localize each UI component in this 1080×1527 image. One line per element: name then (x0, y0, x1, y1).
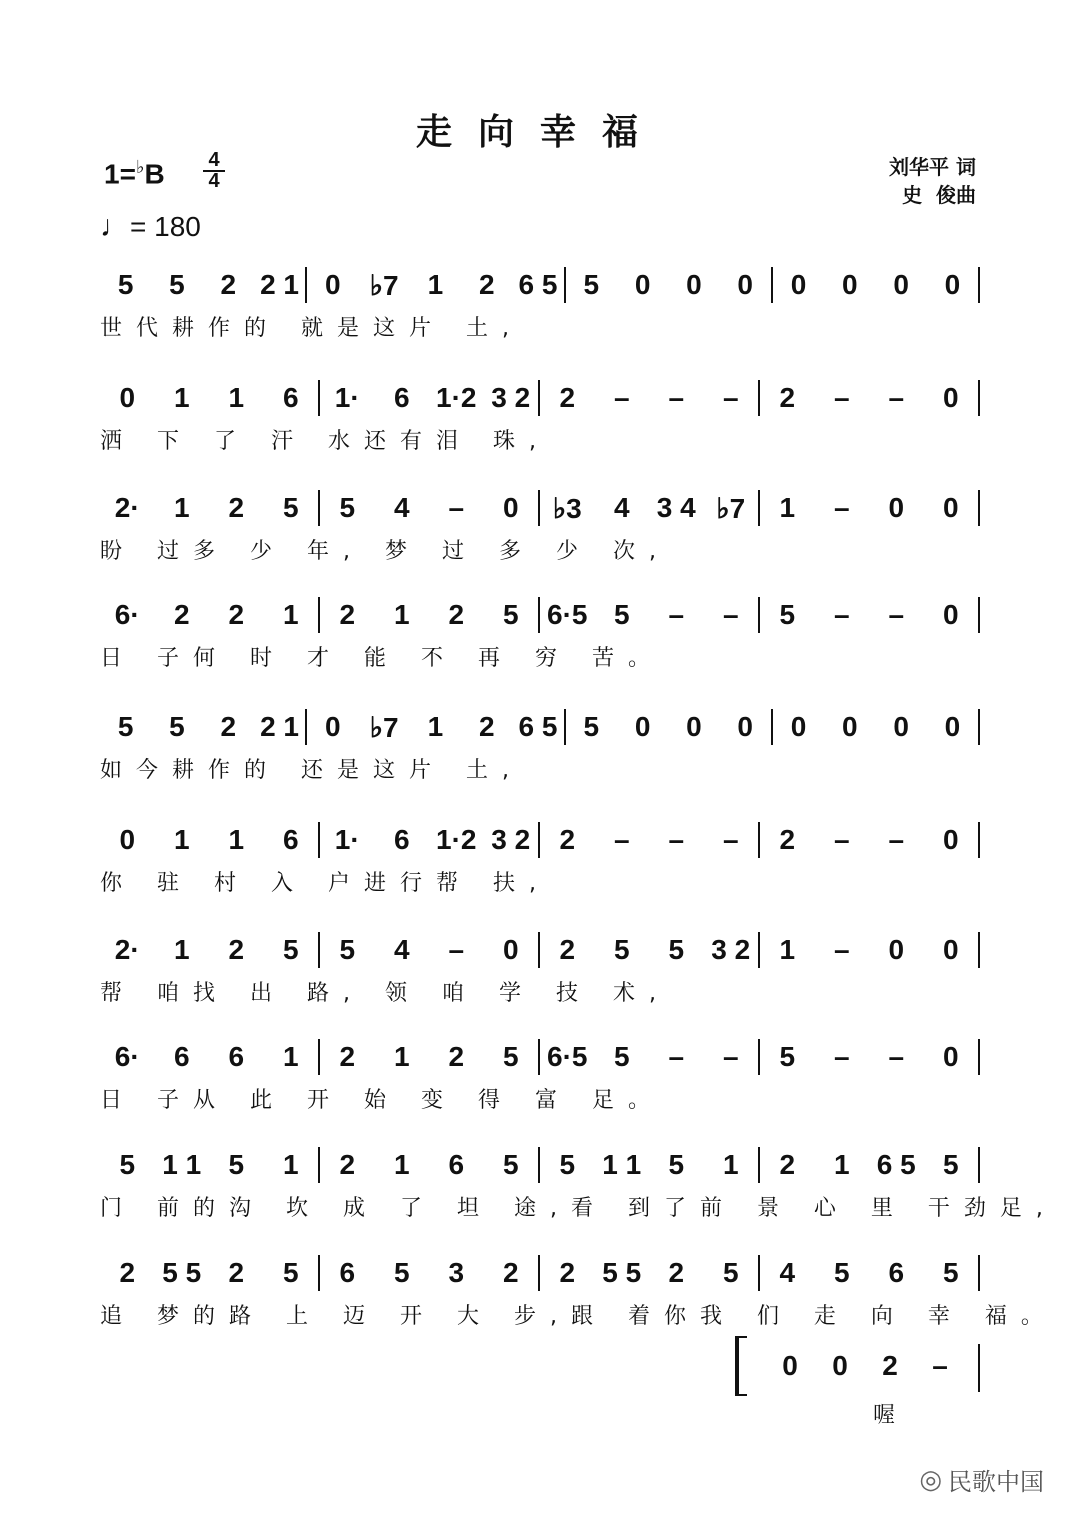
note: 2 (228, 492, 245, 523)
notes-row (100, 930, 980, 970)
note: – (833, 382, 850, 413)
note: 0 (942, 382, 959, 413)
note: 5 (613, 934, 630, 965)
note: 6·5 (547, 599, 588, 630)
ending-note: 0 (782, 1350, 798, 1381)
note: 2 (478, 711, 495, 742)
note: 5 (583, 269, 600, 300)
note: 2· (114, 934, 140, 965)
note: 4 (779, 1257, 796, 1288)
note: 0 (119, 824, 136, 855)
note: 5 (502, 599, 519, 630)
note: 0 (502, 934, 519, 965)
note: 5 (282, 934, 299, 965)
note: 2 (339, 1041, 356, 1072)
note: 2 (220, 269, 237, 300)
wechat-icon: ◎ (919, 1464, 942, 1495)
notes-row (100, 820, 980, 860)
note: – (722, 599, 739, 630)
note: 0 (888, 934, 905, 965)
note: 5 (613, 1041, 630, 1072)
note: 2 (339, 599, 356, 630)
note: 1· (334, 382, 360, 413)
note: 1·2 (436, 382, 477, 413)
note: 2 (559, 1257, 576, 1288)
note: 6 (282, 382, 299, 413)
notes-row (100, 378, 980, 418)
note: 0 (888, 492, 905, 523)
note: 5 (613, 599, 630, 630)
note: 1· (334, 824, 360, 855)
note: 6 (448, 1149, 465, 1180)
note: 6 5 (518, 269, 558, 300)
note: 0 (737, 711, 753, 742)
note: 0 (842, 711, 858, 742)
note: 5 (942, 1149, 959, 1180)
note: 5 (942, 1257, 959, 1288)
ending-note: 0 (832, 1350, 848, 1381)
credits (889, 153, 976, 209)
note: 1 (282, 1149, 299, 1180)
note: 3 2 (491, 824, 531, 855)
note: 5 (668, 1149, 685, 1180)
note: 6 (393, 382, 410, 413)
note: – (722, 382, 739, 413)
note: 5 (779, 1041, 796, 1072)
note: 0 (790, 269, 807, 300)
note: 2 (173, 599, 190, 630)
staff-line (100, 1037, 980, 1127)
key-note: B (144, 158, 165, 190)
note: – (888, 824, 905, 855)
note: 3 2 (711, 934, 751, 965)
notes-row (100, 595, 980, 635)
note: 2 (228, 934, 245, 965)
note: 6 5 (876, 1149, 916, 1180)
note: 1 1 (162, 1149, 202, 1180)
staff-line (100, 1253, 1057, 1343)
barline (978, 380, 980, 416)
note: – (448, 492, 465, 523)
note: – (448, 934, 465, 965)
note: – (722, 824, 739, 855)
barline (978, 267, 980, 303)
note: 5 (668, 934, 685, 965)
note: 2 (559, 934, 576, 965)
staff-line (100, 265, 980, 355)
note: – (888, 382, 905, 413)
notes-row (100, 1253, 980, 1293)
note: 1 (393, 1041, 410, 1072)
time-signature-bottom: 4 (208, 170, 220, 192)
note: 2 (559, 382, 576, 413)
note: 4 (613, 492, 630, 523)
note: 6 (228, 1041, 245, 1072)
note: 0 (686, 269, 702, 300)
note: 0 (944, 269, 961, 300)
composer-credit: 史 俊曲 (902, 183, 976, 207)
note: 1 (282, 599, 299, 630)
note: 1 (722, 1149, 739, 1180)
lyrics-row: 追 梦的路 上 迈 开 大 步,跟 着你我 们 走 向 幸 福。 (100, 1304, 1057, 1329)
note: 1 (393, 1149, 410, 1180)
lyrics-row: 日 子从 此 开 始 变 得 富 足。 (100, 1088, 664, 1113)
watermark-text: 民歌中国 (948, 1468, 1044, 1496)
note: 2 (220, 711, 237, 742)
note: – (722, 1041, 739, 1072)
note: 6 (282, 824, 299, 855)
note: 1 (779, 492, 796, 523)
note: 0 (942, 934, 959, 965)
note: – (668, 382, 685, 413)
note: 6 (339, 1257, 356, 1288)
note: 1 (427, 269, 444, 300)
note: 0 (842, 269, 858, 300)
barline (978, 490, 980, 526)
notes-row (100, 707, 980, 747)
ending-bracket-section (735, 1336, 980, 1396)
note: 3 (448, 1257, 465, 1288)
note: 5 (117, 711, 134, 742)
barline (978, 1255, 980, 1291)
note: 2 (228, 1257, 245, 1288)
note: – (613, 824, 630, 855)
note: 2 1 (260, 711, 299, 742)
lyrics-row: 盼 过多 少 年, 梦 过 多 少 次, (100, 539, 670, 564)
note: 0 (119, 382, 136, 413)
time-signature (203, 151, 225, 191)
notes-row (100, 265, 980, 305)
key-signature (104, 157, 165, 190)
note: 0 (942, 1041, 959, 1072)
note: 5 (169, 269, 185, 300)
note: – (888, 599, 905, 630)
note: 6 5 (518, 711, 558, 742)
note: 0 (942, 824, 959, 855)
note: 2 1 (260, 269, 299, 300)
note: 5 (339, 492, 356, 523)
watermark (919, 1462, 1044, 1497)
ending-notes (765, 1350, 965, 1382)
barline (978, 597, 980, 633)
lyrics-row: 门 前的沟 坎 成 了 坦 途,看 到了前 景 心 里 干劲足, (100, 1196, 1057, 1221)
note: 1 (228, 382, 245, 413)
note: 5 (502, 1041, 519, 1072)
note: – (833, 599, 850, 630)
staff-line (100, 707, 980, 797)
note: 2 (668, 1257, 685, 1288)
note: 1 (427, 711, 444, 742)
note: 5 5 (602, 1257, 642, 1288)
note: 5 (282, 492, 299, 523)
note: 5 (502, 1149, 519, 1180)
note: 1 (173, 824, 190, 855)
note: 4 (393, 492, 410, 523)
note: 0 (686, 711, 702, 742)
note: 6 (888, 1257, 905, 1288)
note: 6· (114, 599, 140, 630)
staff-line (100, 595, 980, 685)
note: – (668, 1041, 685, 1072)
note: ♭7 (369, 269, 399, 301)
barline (978, 1147, 980, 1183)
lyrics-row: 洒 下 了 汗 水还有泪 珠, (100, 429, 550, 454)
notes-row (100, 1037, 980, 1077)
note: 1 (282, 1041, 299, 1072)
note: 6· (114, 1041, 140, 1072)
note: 5 (282, 1257, 299, 1288)
note: 0 (893, 269, 909, 300)
note: 0 (942, 599, 959, 630)
barline (978, 709, 980, 745)
flat-sign: ♭ (135, 157, 145, 177)
note: 1 (173, 934, 190, 965)
note: 5 (169, 711, 185, 742)
note: 2 (559, 824, 576, 855)
note: ♭3 (552, 492, 582, 524)
note: ♭7 (369, 711, 399, 743)
note: 3 2 (491, 382, 531, 413)
note: 5 (117, 269, 134, 300)
note: 0 (634, 269, 651, 300)
staff-line (100, 1145, 1057, 1235)
note: 5 (583, 711, 600, 742)
quarter-note-icon: ♩ (100, 210, 130, 243)
staff-line (100, 820, 980, 910)
note: – (833, 934, 850, 965)
note: 3 4 (656, 492, 696, 523)
page-title: 走向幸福 (415, 111, 664, 153)
note: – (833, 824, 850, 855)
note: 1 (779, 934, 796, 965)
note: 5 (833, 1257, 850, 1288)
notes-row (100, 1145, 980, 1185)
notes-row (100, 488, 980, 528)
note: 0 (325, 711, 341, 742)
note: 6·5 (547, 1041, 588, 1072)
note: 4 (393, 934, 410, 965)
note: 1 (173, 492, 190, 523)
lyrics-row: 日 子何 时 才 能 不 再 穷 苦。 (100, 646, 664, 671)
note: 6 (173, 1041, 190, 1072)
note: 5 (559, 1149, 576, 1180)
note: ♭7 (716, 492, 746, 524)
note: 5 (393, 1257, 410, 1288)
lyrics-row: 你 驻 村 入 户进行帮 扶, (100, 871, 550, 896)
note: 0 (944, 711, 961, 742)
note: 0 (737, 269, 753, 300)
barline (978, 822, 980, 858)
note: 0 (634, 711, 651, 742)
note: 1 (173, 382, 190, 413)
note: – (888, 1041, 905, 1072)
note: 1·2 (436, 824, 477, 855)
staff-line (100, 378, 980, 468)
note: 2 (119, 1257, 136, 1288)
note: 6 (393, 824, 410, 855)
ending-note: – (932, 1350, 948, 1381)
note: – (613, 382, 630, 413)
note: 5 (779, 599, 796, 630)
note: 2 (339, 1149, 356, 1180)
note: 0 (942, 492, 959, 523)
note: 5 (339, 934, 356, 965)
note: 1 1 (602, 1149, 642, 1180)
staff-line (100, 488, 980, 578)
lyrics-row: 如今耕作的 还是这片 土, (100, 758, 523, 783)
time-signature-top: 4 (208, 149, 220, 171)
ending-note: 2 (882, 1350, 898, 1381)
note: 2 (448, 1041, 465, 1072)
staff-line (100, 930, 980, 1020)
note: 2 (228, 599, 245, 630)
note: – (833, 492, 850, 523)
note: 5 (722, 1257, 739, 1288)
note: 0 (502, 492, 519, 523)
note: 2 (448, 599, 465, 630)
lyrics-row: 帮 咱找 出 路, 领 咱 学 技 术, (100, 981, 670, 1006)
lyricist-credit: 刘华平 词 (889, 155, 976, 179)
note: 0 (790, 711, 807, 742)
key-prefix: 1= (104, 158, 136, 190)
note: – (833, 1041, 850, 1072)
note: 5 5 (162, 1257, 202, 1288)
note: 5 (119, 1149, 136, 1180)
ending-barline (978, 1344, 980, 1392)
tempo-value: = 180 (130, 211, 201, 242)
note: 0 (893, 711, 909, 742)
note: 5 (228, 1149, 245, 1180)
tempo-marking (100, 210, 201, 244)
note: 1 (833, 1149, 850, 1180)
note: 2 (502, 1257, 519, 1288)
barline (978, 932, 980, 968)
note: – (668, 599, 685, 630)
note: 2 (478, 269, 495, 300)
ending-lyric: 喔 (873, 1403, 896, 1428)
lyrics-row: 世代耕作的 就是这片 土, (100, 316, 523, 341)
note: 1 (393, 599, 410, 630)
note: 1 (228, 824, 245, 855)
note: 2· (114, 492, 140, 523)
note: – (668, 824, 685, 855)
note: 2 (779, 382, 796, 413)
barline (978, 1039, 980, 1075)
note: 2 (779, 1149, 796, 1180)
note: 2 (779, 824, 796, 855)
ending-bracket (735, 1336, 747, 1396)
note: 0 (325, 269, 341, 300)
